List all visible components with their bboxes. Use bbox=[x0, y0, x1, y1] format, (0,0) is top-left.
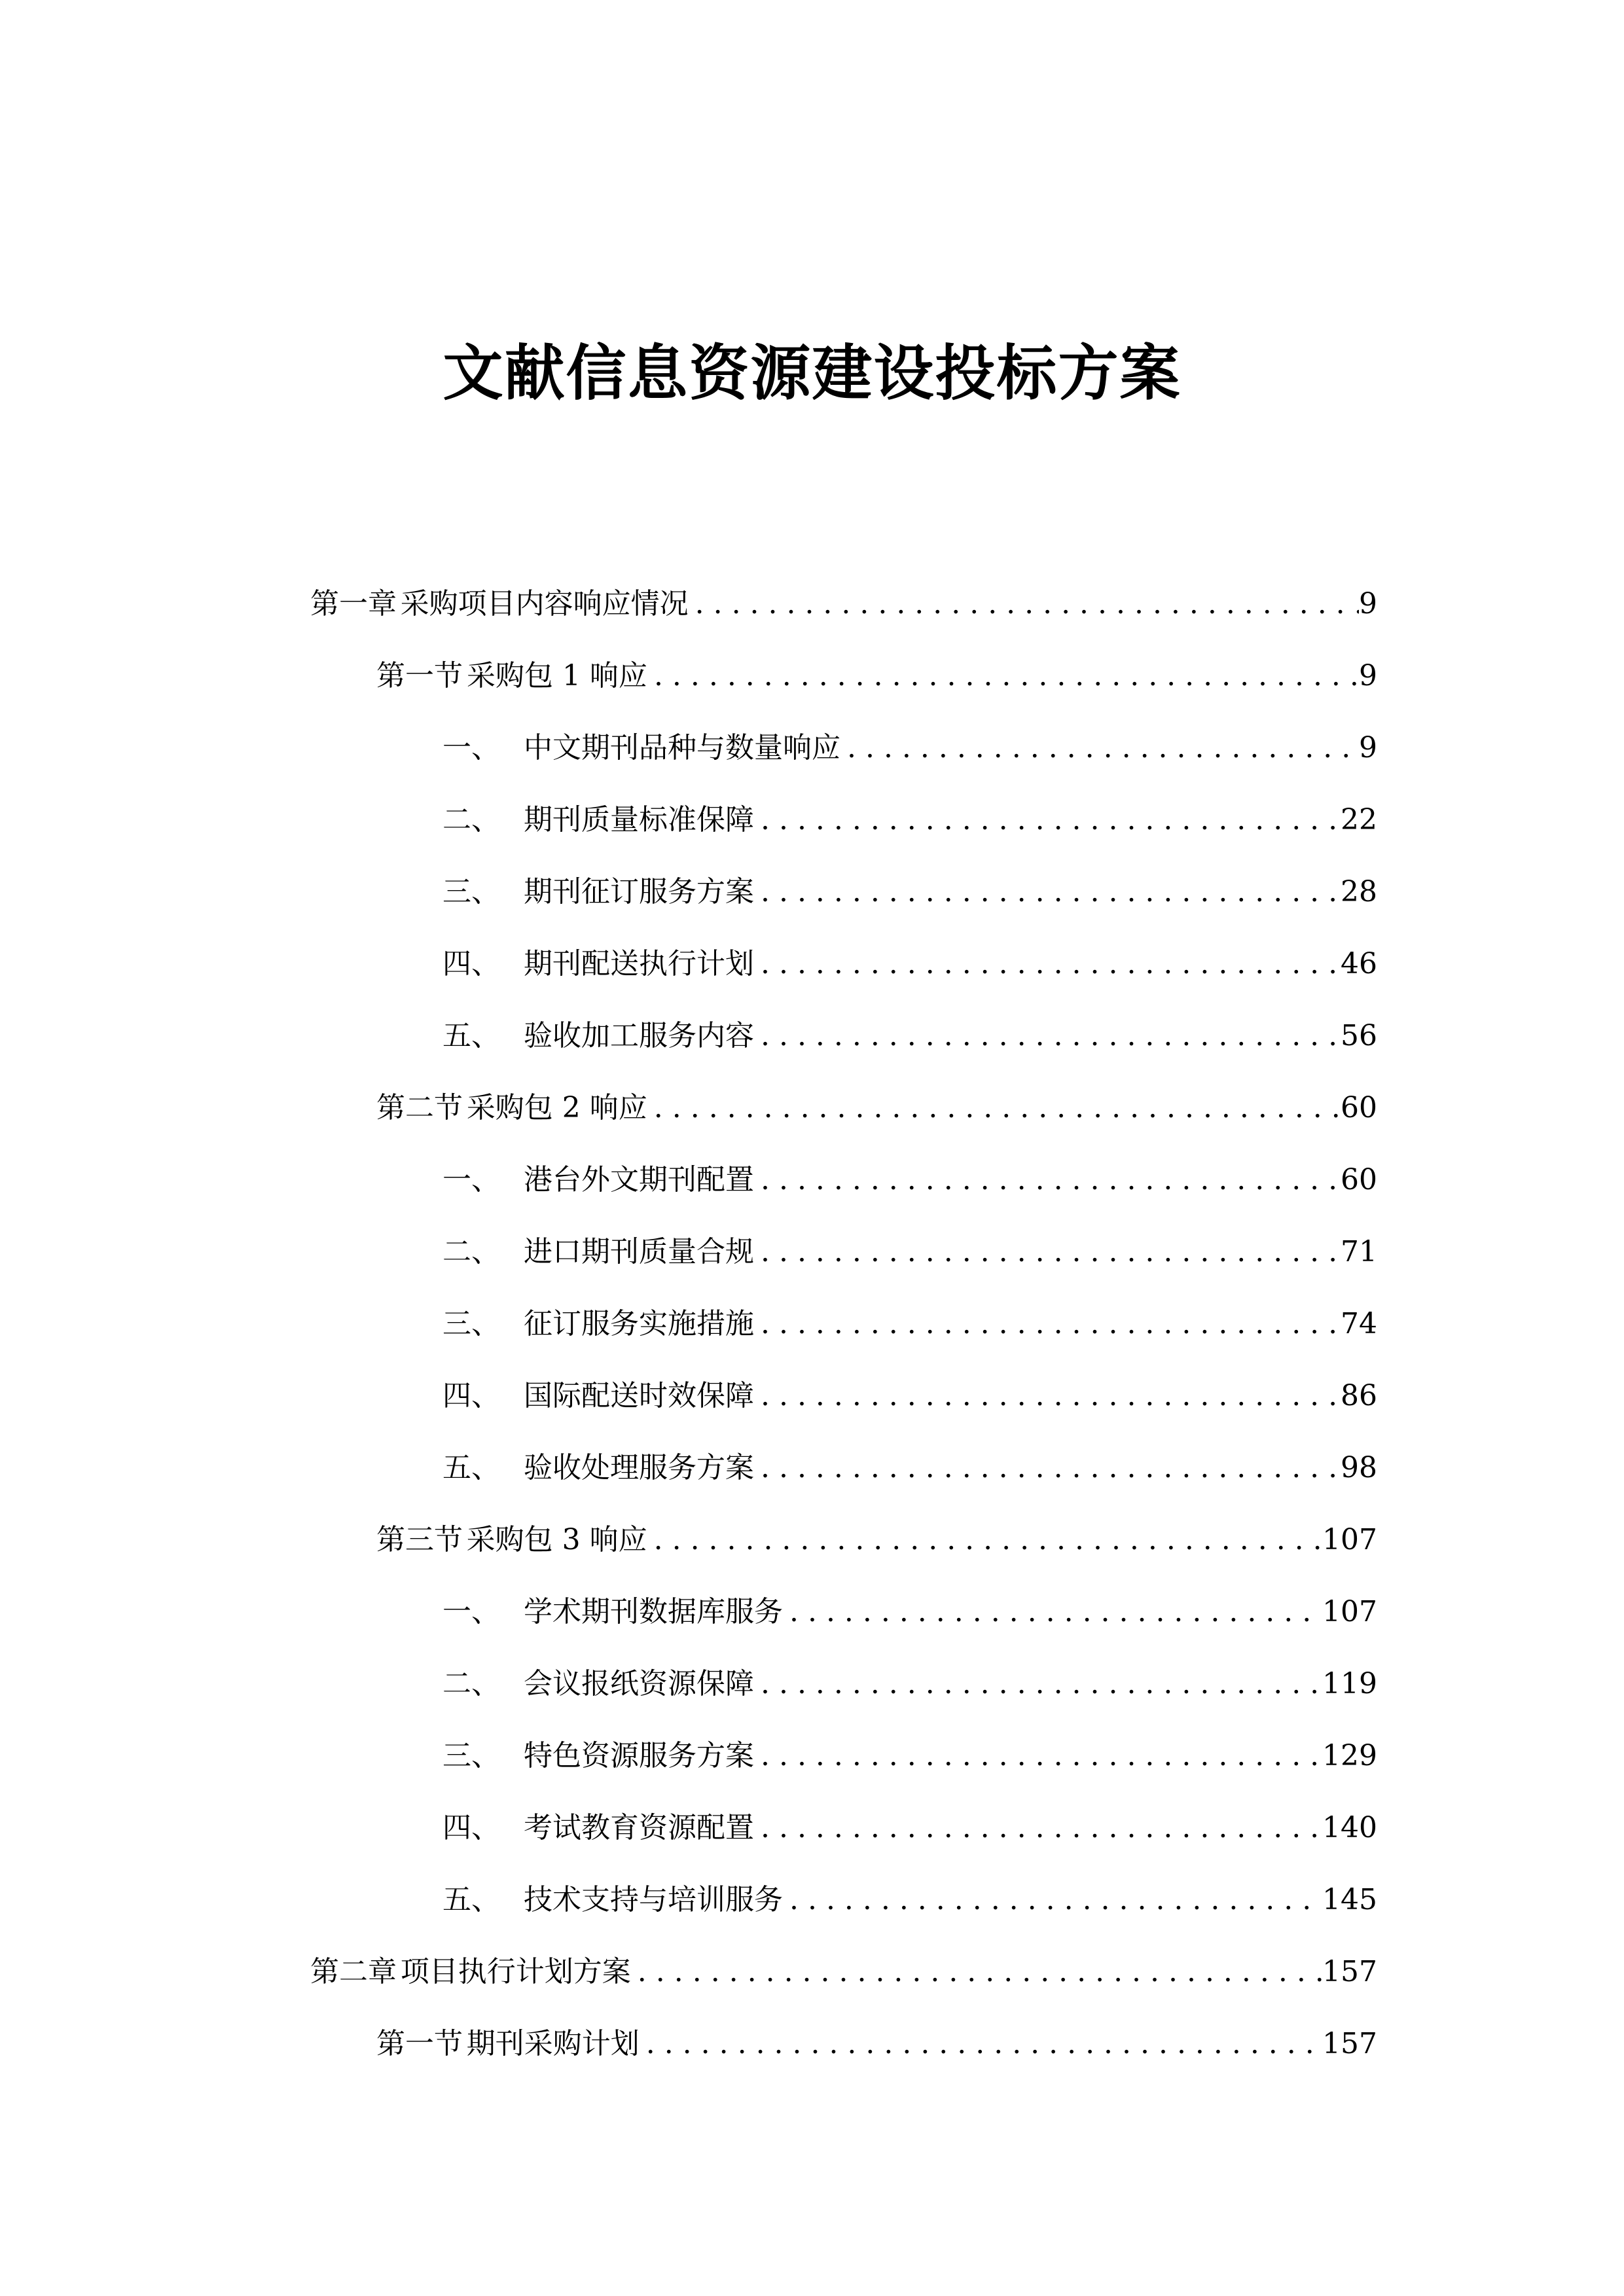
toc-page-number: 119 bbox=[1322, 1667, 1377, 1700]
toc-entry-number: 二、 bbox=[442, 803, 500, 836]
toc-entry[interactable] bbox=[442, 1144, 1377, 1216]
toc-entry[interactable] bbox=[442, 712, 1377, 784]
toc-entry-title: 学术期刊数据库服务 bbox=[524, 1595, 783, 1628]
toc-page-number: 74 bbox=[1341, 1307, 1377, 1340]
toc-dot-leader bbox=[783, 1576, 1322, 1648]
toc-entry-title: 特色资源服务方案 bbox=[524, 1739, 754, 1772]
toc-entry-title: 考试教育资源配置 bbox=[524, 1811, 754, 1844]
toc-entry-number: 四、 bbox=[442, 947, 500, 980]
toc-page-number: 71 bbox=[1341, 1235, 1377, 1268]
toc-entry[interactable] bbox=[310, 568, 1377, 640]
toc-entry-number: 第二节 bbox=[376, 1091, 463, 1124]
toc-entry[interactable] bbox=[376, 2008, 1377, 2080]
toc-entry-number: 一、 bbox=[442, 1163, 500, 1196]
toc-entry-number: 一、 bbox=[442, 731, 500, 764]
toc-page-number: 9 bbox=[1359, 659, 1377, 692]
toc-entry[interactable] bbox=[442, 784, 1377, 856]
toc-entry-title: 验收处理服务方案 bbox=[524, 1451, 754, 1484]
toc-entry[interactable] bbox=[376, 1504, 1377, 1576]
toc-dot-leader bbox=[754, 1720, 1322, 1792]
toc-entry-title: 港台外文期刊配置 bbox=[524, 1163, 754, 1196]
toc-page-number: 86 bbox=[1341, 1379, 1377, 1412]
toc-entry-title: 期刊配送执行计划 bbox=[524, 947, 754, 980]
toc-page-number: 140 bbox=[1322, 1811, 1377, 1844]
toc-entry-number: 第一节 bbox=[376, 2027, 463, 2060]
toc-dot-leader bbox=[754, 928, 1341, 1000]
toc-entry-title: 征订服务实施措施 bbox=[524, 1307, 754, 1340]
toc-page-number: 28 bbox=[1341, 875, 1377, 908]
toc-entry-title: 采购包 3 响应 bbox=[466, 1523, 647, 1556]
toc-dot-leader bbox=[754, 1432, 1341, 1504]
toc-dot-leader bbox=[754, 856, 1341, 928]
toc-dot-leader bbox=[754, 1144, 1341, 1216]
toc-dot-leader bbox=[647, 1072, 1341, 1144]
toc-dot-leader bbox=[640, 2008, 1322, 2080]
toc-entry[interactable] bbox=[442, 856, 1377, 928]
toc-dot-leader bbox=[754, 784, 1341, 856]
toc-dot-leader bbox=[754, 1000, 1341, 1072]
toc-page-number: 157 bbox=[1322, 1955, 1377, 1988]
toc-entry-number: 第一章 bbox=[310, 587, 397, 620]
toc-page-number: 46 bbox=[1341, 947, 1377, 980]
toc-entry-number: 第二章 bbox=[310, 1955, 397, 1988]
toc-dot-leader bbox=[840, 712, 1359, 784]
toc-entry-title: 期刊采购计划 bbox=[466, 2027, 640, 2060]
toc-entry-title: 进口期刊质量合规 bbox=[524, 1235, 754, 1268]
document-title: 文献信息资源建设投标方案 bbox=[442, 338, 1182, 408]
toc-entry[interactable] bbox=[442, 1216, 1377, 1288]
toc-page-number: 157 bbox=[1322, 2027, 1377, 2060]
toc-page-number: 107 bbox=[1322, 1523, 1377, 1556]
toc-page-number: 107 bbox=[1322, 1595, 1377, 1628]
toc-entry[interactable] bbox=[442, 1792, 1377, 1864]
toc-dot-leader bbox=[754, 1288, 1341, 1360]
toc-entry-title: 期刊质量标准保障 bbox=[524, 803, 754, 836]
toc-entry-number: 第三节 bbox=[376, 1523, 463, 1556]
toc-page-number: 9 bbox=[1359, 587, 1377, 620]
toc-entry-number: 五、 bbox=[442, 1883, 500, 1916]
toc-page-number: 129 bbox=[1322, 1739, 1377, 1772]
toc-entry-number: 五、 bbox=[442, 1451, 500, 1484]
toc-dot-leader bbox=[754, 1792, 1322, 1864]
toc-entry[interactable] bbox=[442, 1720, 1377, 1792]
toc-entry-title: 技术支持与培训服务 bbox=[524, 1883, 783, 1916]
toc-page-number: 22 bbox=[1341, 803, 1377, 836]
toc-entry-title: 期刊征订服务方案 bbox=[524, 875, 754, 908]
toc-page-number: 60 bbox=[1341, 1163, 1377, 1196]
toc-entry-number: 三、 bbox=[442, 1307, 500, 1340]
toc-dot-leader bbox=[783, 1864, 1322, 1936]
toc-entry-title: 验收加工服务内容 bbox=[524, 1019, 754, 1052]
toc-entry-number: 四、 bbox=[442, 1379, 500, 1412]
toc-entry-number: 三、 bbox=[442, 875, 500, 908]
toc-entry[interactable] bbox=[442, 1432, 1377, 1504]
toc-dot-leader bbox=[631, 1936, 1322, 2008]
toc-entry[interactable] bbox=[442, 928, 1377, 1000]
toc-entry-title: 会议报纸资源保障 bbox=[524, 1667, 754, 1700]
toc-entry[interactable] bbox=[442, 1864, 1377, 1936]
toc-entry-number: 三、 bbox=[442, 1739, 500, 1772]
toc-page-number: 60 bbox=[1341, 1091, 1377, 1124]
toc-entry-title: 采购包 1 响应 bbox=[466, 659, 647, 692]
toc-dot-leader bbox=[647, 640, 1359, 712]
toc-entry-number: 二、 bbox=[442, 1235, 500, 1268]
toc-entry[interactable] bbox=[310, 1936, 1377, 2008]
toc-entry-title: 中文期刊品种与数量响应 bbox=[524, 731, 840, 764]
toc-dot-leader bbox=[647, 1504, 1322, 1576]
toc-entry-number: 第一节 bbox=[376, 659, 463, 692]
toc-page-number: 98 bbox=[1341, 1451, 1377, 1484]
toc-entry-title: 项目执行计划方案 bbox=[400, 1955, 631, 1988]
toc-dot-leader bbox=[754, 1648, 1322, 1720]
toc-entry-number: 一、 bbox=[442, 1595, 500, 1628]
toc-dot-leader bbox=[689, 568, 1359, 640]
toc-entry-title: 采购包 2 响应 bbox=[466, 1091, 647, 1124]
toc-dot-leader bbox=[754, 1360, 1341, 1432]
toc-entry-number: 四、 bbox=[442, 1811, 500, 1844]
toc-entry[interactable] bbox=[442, 1288, 1377, 1360]
toc-page-number: 145 bbox=[1322, 1883, 1377, 1916]
toc-entry[interactable] bbox=[376, 1072, 1377, 1144]
toc-entry-title: 国际配送时效保障 bbox=[524, 1379, 754, 1412]
toc-entry[interactable] bbox=[442, 1576, 1377, 1648]
toc-page-number: 9 bbox=[1359, 731, 1377, 764]
toc-entry[interactable] bbox=[442, 1360, 1377, 1432]
toc-entry-number: 五、 bbox=[442, 1019, 500, 1052]
toc-page-number: 56 bbox=[1341, 1019, 1377, 1052]
toc-entry-title: 采购项目内容响应情况 bbox=[400, 587, 689, 620]
toc-entry-number: 二、 bbox=[442, 1667, 500, 1700]
toc-dot-leader bbox=[754, 1216, 1341, 1288]
toc-entry[interactable] bbox=[442, 1648, 1377, 1720]
toc-entry[interactable] bbox=[442, 1000, 1377, 1072]
toc-entry[interactable] bbox=[376, 640, 1377, 712]
